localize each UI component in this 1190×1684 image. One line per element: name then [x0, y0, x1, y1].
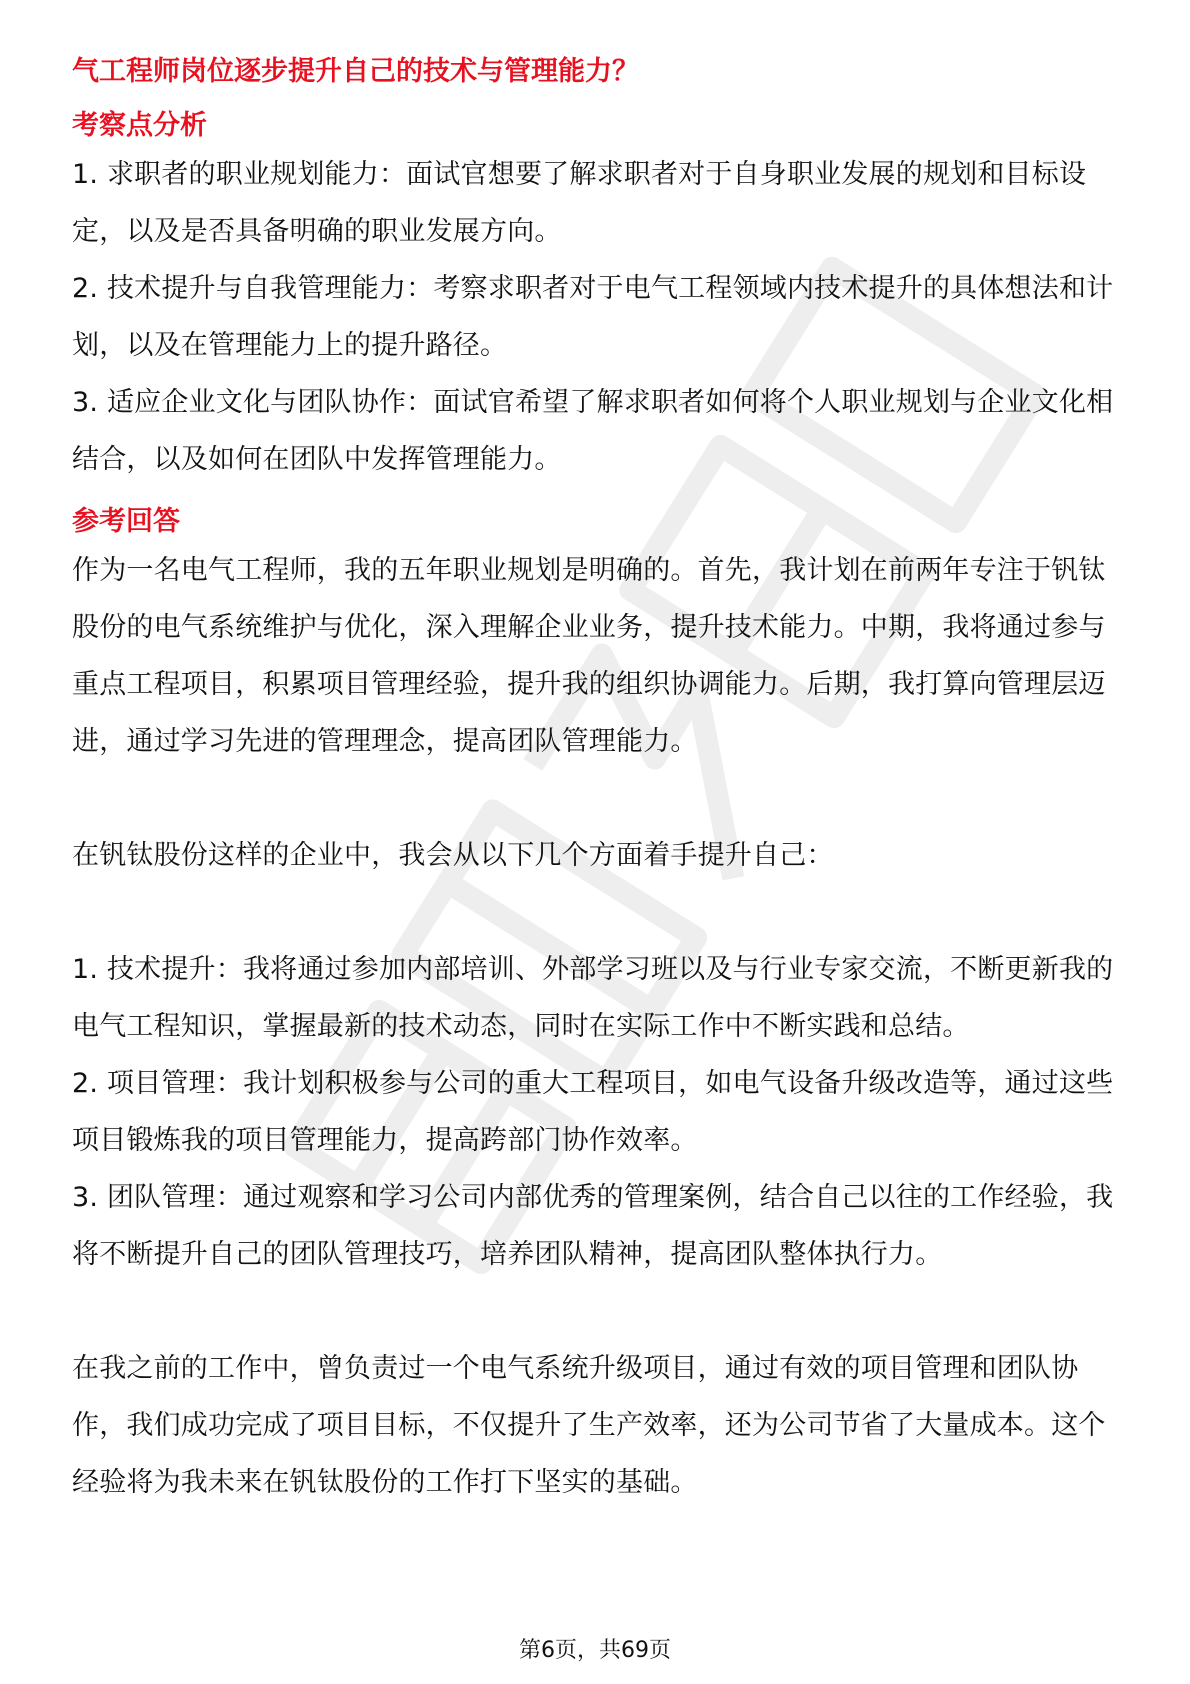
question-title: 气工程师岗位逐步提升自己的技术与管理能力？: [72, 56, 639, 87]
document-content: [72, 44, 1122, 1511]
analysis-heading: 考察点分析: [72, 110, 207, 141]
analysis-item-1: 1. 求职者的职业规划能力：面试官想要了解求职者对于自身职业发展的规划和目标设定，以及是否具备明确的职业发展方向。: [72, 159, 1087, 247]
paragraph-gap: [72, 770, 1122, 827]
answer-closing: 在我之前的工作中，曾负责过一个电气系统升级项目，通过有效的项目管理和团队协作，我们成功完成了项目目标，不仅提升了生产效率，还为公司节省了大量成本。这个经验将为我未来在钒钛股份的工作打下坚实的基础。: [72, 1353, 1106, 1498]
page-number: 第6页，共69页: [519, 1638, 671, 1663]
answer-heading: 参考回答: [72, 506, 180, 537]
answer-lead: 在钒钛股份这样的企业中，我会从以下几个方面着手提升自己：: [72, 840, 834, 871]
answer-point-1: 1. 技术提升：我将通过参加内部培训、外部学习班以及与行业专家交流，不断更新我的电气工程知识，掌握最新的技术动态，同时在实际工作中不断实践和总结。: [72, 954, 1114, 1042]
analysis-item-3: 3. 适应企业文化与团队协作：面试官希望了解求职者如何将个人职业规划与企业文化相结合，以及如何在团队中发挥管理能力。: [72, 387, 1114, 475]
paragraph-gap: [72, 1283, 1122, 1340]
answer-point-3: 3. 团队管理：通过观察和学习公司内部优秀的管理案例，结合自己以往的工作经验，我将不断提升自己的团队管理技巧，培养团队精神，提高团队整体执行力。: [72, 1182, 1114, 1270]
paragraph-gap: [72, 884, 1122, 941]
answer-point-2: 2. 项目管理：我计划积极参与公司的重大工程项目，如电气设备升级改造等，通过这些项目锻炼我的项目管理能力，提高跨部门协作效率。: [72, 1068, 1114, 1156]
answer-intro: 作为一名电气工程师，我的五年职业规划是明确的。首先，我计划在前两年专注于钒钛股份的电气系统维护与优化，深入理解企业业务，提升技术能力。中期，我将通过参与重点工程项目，积累项目管理经验，提升我的组织协调能力。后期，我打算向管理层迈进，通过学习先进的管理理念，提高团队管理能力。: [72, 555, 1106, 757]
analysis-item-2: 2. 技术提升与自我管理能力：考察求职者对于电气工程领域内技术提升的具体想法和计划，以及在管理能力上的提升路径。: [72, 273, 1114, 361]
